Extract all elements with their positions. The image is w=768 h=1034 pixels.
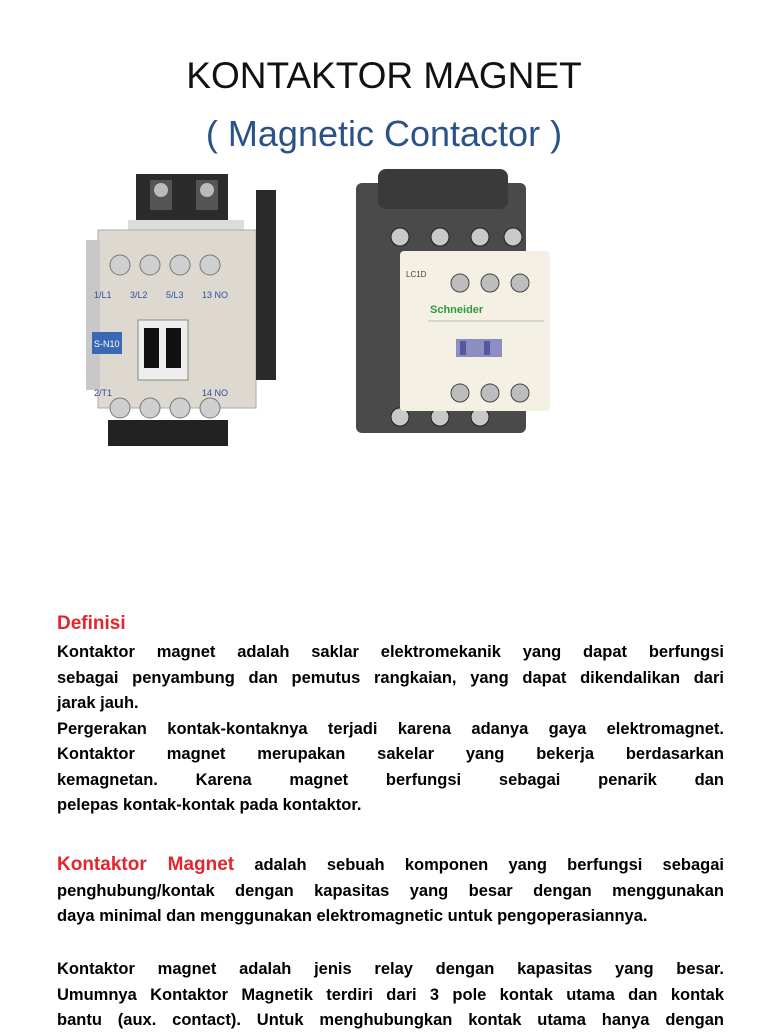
text-line: kemagnetan. Karena magnet berfungsi sebagai penarik dan bbox=[57, 770, 724, 789]
label-5-l3: 5/L3 bbox=[166, 290, 184, 300]
paragraph-relay bbox=[57, 957, 724, 1034]
contactor-schneider-image bbox=[348, 165, 558, 440]
paragraph-kontaktor-magnet bbox=[57, 852, 724, 930]
contactor-mitsubishi-image bbox=[78, 170, 278, 452]
label-s-n10: S-N10 bbox=[94, 339, 120, 349]
text-line: Umumnya Kontaktor Magnetik terdiri dari 3 pole kontak utama dan kontak bbox=[57, 985, 724, 1004]
label-2-t1: 2/T1 bbox=[94, 388, 113, 398]
text-fragment: adalah sebuah komponen yang berfungsi sebagai bbox=[254, 856, 724, 874]
label-13-no: 13 NO bbox=[202, 290, 229, 300]
text-line: bantu (aux. contact). Untuk menghubungkan kontak utama hanya dengan bbox=[57, 1011, 724, 1029]
paragraph-definition bbox=[57, 640, 724, 819]
text-line bbox=[57, 852, 724, 879]
text-line: Kontaktor magnet adalah saklar elektromekanik yang dapat berfungsi bbox=[57, 643, 724, 661]
page-title: KONTAKTOR MAGNET bbox=[186, 55, 582, 96]
label-1-l1: 1/L1 bbox=[94, 290, 112, 300]
text-line: pelepas kontak-kontak pada kontaktor. bbox=[57, 796, 362, 814]
highlight-kontaktor-magnet: Kontaktor Magnet bbox=[57, 854, 235, 875]
text-line: daya minimal dan menggunakan elektromagnetic untuk pengoperasiannya. bbox=[57, 907, 648, 925]
text-line: Kontaktor magnet merupakan sakelar yang bekerja berdasarkan bbox=[57, 745, 724, 763]
label-3-l2: 3/L2 bbox=[130, 290, 148, 300]
text-line: jarak jauh. bbox=[57, 694, 139, 712]
label-lc1d: LC1D bbox=[406, 270, 427, 279]
page-subtitle: ( Magnetic Contactor ) bbox=[205, 113, 563, 154]
text-line: penghubung/kontak dengan kapasitas yang besar dengan menggunakan bbox=[57, 881, 724, 900]
text-line: Kontaktor magnet adalah jenis relay dengan kapasitas yang besar. bbox=[57, 960, 724, 978]
text-line: Pergerakan kontak-kontaknya terjadi karena adanya gaya elektromagnet. bbox=[57, 719, 724, 738]
section-heading-definisi: Definisi bbox=[57, 613, 126, 634]
text-line: sebagai penyambung dan pemutus rangkaian, yang dapat dikendalikan dari bbox=[57, 668, 724, 687]
label-schneider: Schneider bbox=[430, 304, 484, 316]
label-14-no: 14 NO bbox=[202, 388, 229, 398]
